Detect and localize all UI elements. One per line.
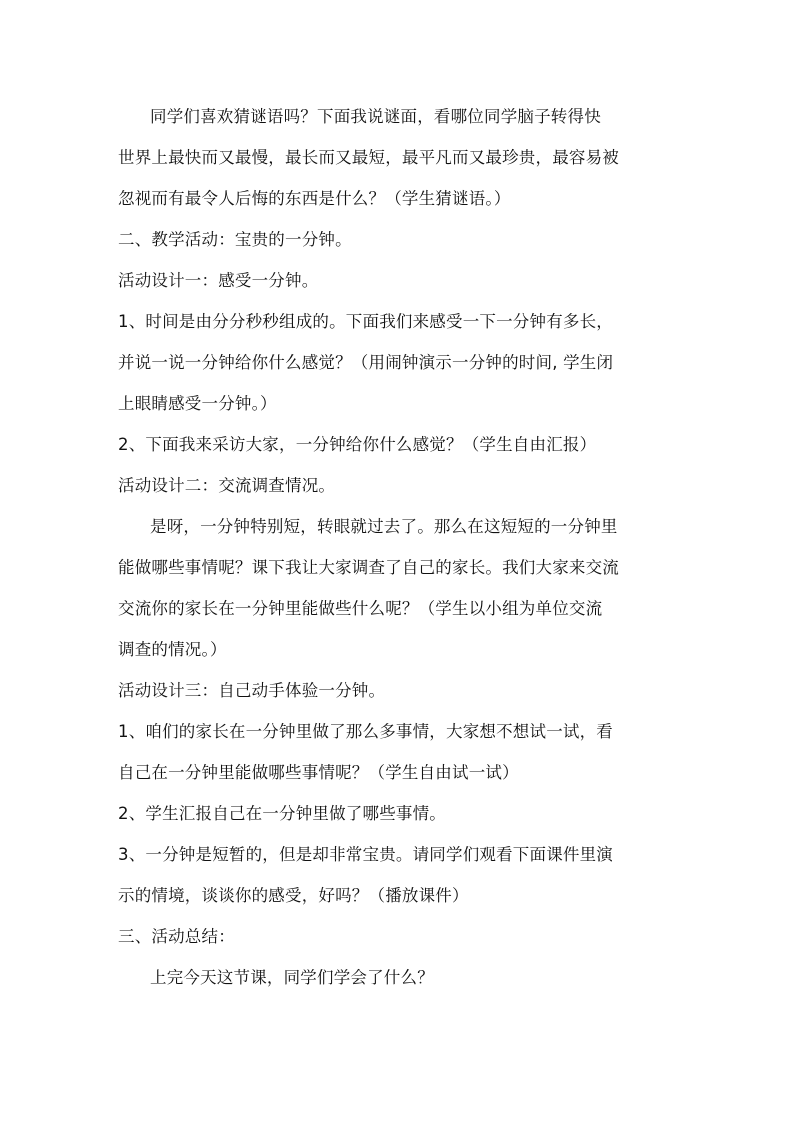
subheading-activity-two: 活动设计二：交流调查情况。 bbox=[118, 476, 336, 495]
subheading-activity-one: 活动设计一：感受一分钟。 bbox=[118, 271, 319, 290]
paragraph-riddle-line-3: 忽视而有最令人后悔的东西是什么？（学生猜谜语。） bbox=[118, 189, 511, 208]
paragraph-survey-line-4: 调查的情况。） bbox=[118, 640, 227, 659]
list-item-3-3-line-1: 3、一分钟是短暂的，但是却非常宝贵。请同学们观看下面课件里演 bbox=[118, 845, 613, 864]
subheading-activity-three: 活动设计三：自己动手体验一分钟。 bbox=[118, 681, 386, 700]
paragraph-riddle-line-2: 世界上最快而又最慢，最长而又最短，最平凡而又最珍贵，最容易被 bbox=[118, 148, 619, 167]
paragraph-riddle-intro: 同学们喜欢猜谜语吗？下面我说谜面，看哪位同学脑子转得快 bbox=[150, 107, 601, 126]
paragraph-survey-line-3: 交流你的家长在一分钟里能做些什么呢？（学生以小组为单位交流 bbox=[118, 599, 603, 618]
list-item-1-line-2: 并说一说一分钟给你什么感觉？（用闹钟演示一分钟的时间, 学生闭 bbox=[118, 353, 614, 372]
list-item-1-line-1: 1、时间是由分分秒秒组成的。下面我们来感受一下一分钟有多长， bbox=[118, 312, 613, 331]
section-heading-teaching-activity: 二、教学活动：宝贵的一分钟。 bbox=[118, 230, 352, 249]
paragraph-survey-line-1: 是呀，一分钟特别短，转眼就过去了。那么在这短短的一分钟里 bbox=[150, 517, 618, 536]
list-item-3-1-line-1: 1、咱们的家长在一分钟里做了那么多事情，大家想不想试一试，看 bbox=[118, 722, 613, 741]
document-body bbox=[118, 96, 678, 998]
list-item-2: 2、下面我来采访大家，一分钟给你什么感觉？（学生自由汇报） bbox=[118, 435, 597, 454]
list-item-3-1-line-2: 自己在一分钟里能做哪些事情呢？（学生自由试一试） bbox=[118, 763, 519, 782]
list-item-3-3-line-2: 示的情境，谈谈你的感受，好吗？（播放课件） bbox=[118, 886, 469, 905]
paragraph-survey-line-2: 能做哪些事情呢？课下我让大家调查了自己的家长。我们大家来交流 bbox=[118, 558, 619, 577]
list-item-1-line-3: 上眼睛感受一分钟。） bbox=[118, 394, 277, 413]
paragraph-summary: 上完今天这节课，同学们学会了什么？ bbox=[150, 968, 434, 987]
list-item-3-2: 2、学生汇报自己在一分钟里做了哪些事情。 bbox=[118, 804, 446, 823]
section-heading-summary: 三、活动总结： bbox=[118, 927, 235, 946]
